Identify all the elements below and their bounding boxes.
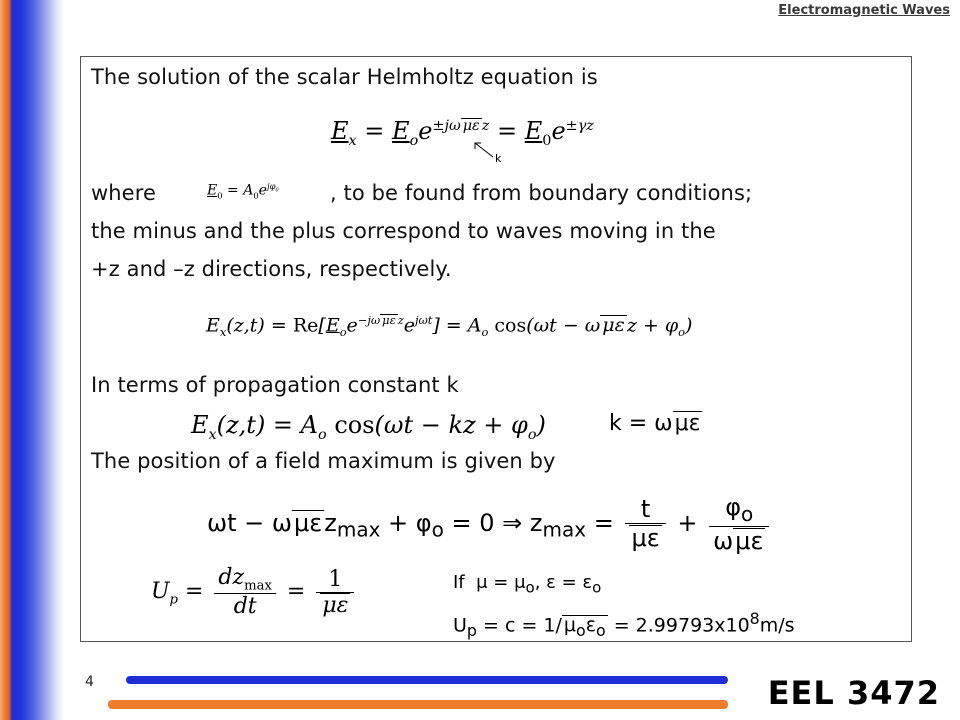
- k-pointer-arrow: [469, 139, 509, 165]
- propagation-equation: $E_x(z,t) = A_o$ cos(ωt − kz + $\varphi_o$): [191, 411, 546, 443]
- direction-text-1: the minus and the plus correspond to waves moving in the: [91, 219, 716, 243]
- speed-unit: m/s: [759, 614, 795, 637]
- propagation-constant-text: In terms of propagation constant k: [91, 373, 459, 397]
- course-code: EEL 3472: [767, 674, 940, 712]
- page-number: 4: [85, 674, 94, 690]
- if-label: If: [453, 572, 465, 593]
- where-label: where: [91, 181, 156, 205]
- speed-of-light-equation: $U_p = c = 1/$ $\mu_o\varepsilon_o = 2.99793x10^8m/s$: [453, 609, 795, 641]
- speed-value: 2.99793x10: [635, 614, 750, 637]
- amplitude-definition-equation: $E_0 = A_0e^{j\varphi_0}$: [207, 181, 279, 201]
- content-box: [80, 56, 912, 642]
- speed-exponent: 8: [749, 609, 760, 628]
- if-condition: If $\mu = \mu_o$, $\varepsilon = \varepsilon_o$: [453, 572, 602, 597]
- helmholtz-solution-equation: $E_x = E_oe^{\pm j\omega \mu\varepsilon z} = E_0e^{\pm\gamma z}$: [331, 117, 594, 149]
- k-label: k: [495, 152, 502, 165]
- field-maximum-equation: $\omega t - \omega\mu\varepsilon z_{max} + \varphi_o = 0$ ⇒ $z_{max}$ = $\frac{t}{\mu\varepsilon}$ + $\frac{\varphi_o}{\text{ωμε}}$: [207, 493, 773, 555]
- real-field-equation: $E_x(z,t) = Re[E_oe^{-j\omega \mu\varepsilon z}e^{j\omega t}] = A_o$ cos(ωt − ω με $z + \varphi_o$): [206, 313, 693, 340]
- footer-blue-bar: [126, 676, 728, 684]
- where-rest-text: , to be found from boundary conditions;: [330, 181, 753, 205]
- direction-text-2: +z and –z directions, respectively.: [91, 257, 452, 281]
- k-definition-equation: k = ωμε: [609, 411, 701, 436]
- field-maximum-text: The position of a field maximum is given by: [91, 449, 556, 473]
- intro-text: The solution of the scalar Helmholtz equation is: [91, 65, 598, 89]
- left-decorative-stripe: [0, 0, 64, 720]
- phase-velocity-equation: $U_p$ = $\frac{dz_{max}}{dt}$ = $\frac{1}{\mu\varepsilon}$: [151, 565, 358, 619]
- header-title: Electromagnetic Waves: [778, 3, 950, 18]
- footer-orange-bar: [108, 700, 728, 709]
